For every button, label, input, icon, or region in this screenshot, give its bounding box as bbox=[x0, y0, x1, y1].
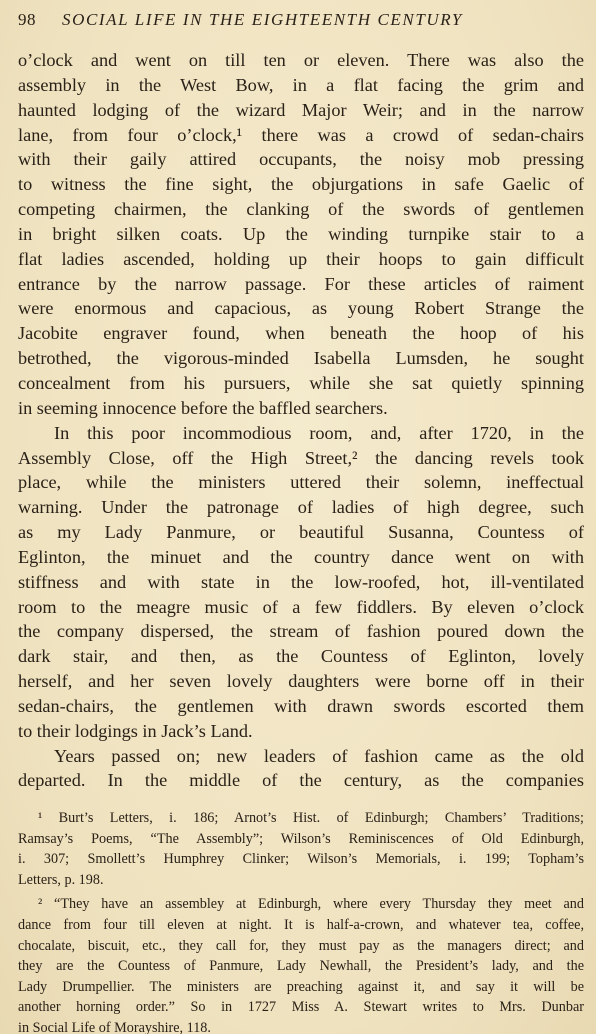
text-line: competing chairmen, the clanking of the swords of gentlemen bbox=[18, 199, 584, 220]
text-line: the company dispersed, the stream of fashion poured down the bbox=[18, 621, 584, 642]
footnote-2-line: chocalate, biscuit, etc., they call for, they must pay as the managers direct; and bbox=[18, 937, 584, 954]
paragraph-start-line: Years passed on; new leaders of fashion came as the old bbox=[54, 745, 584, 766]
body-text bbox=[18, 48, 584, 793]
text-line: concealment from his pursuers, while she sat quietly spinning bbox=[18, 372, 584, 393]
footnote-2-line: they are the Countess of Panmure, Lady Newhall, the President’s lady, and the bbox=[18, 958, 584, 975]
text-line: sedan-chairs, the gentlemen with drawn swords escorted them bbox=[18, 695, 584, 716]
footnote-1-line: Letters, p. 198. bbox=[18, 871, 104, 888]
text-line: place, while the ministers uttered their solemn, ineffectual bbox=[18, 472, 584, 493]
footnote-2-line: another horning order.” So in 1727 Miss A. Stewart writes to Mrs. Dunbar bbox=[18, 999, 584, 1016]
text-line: Eglinton, the minuet and the country dance went on with bbox=[18, 546, 584, 567]
text-line: as my Lady Panmure, or beautiful Susanna, Countess of bbox=[18, 522, 584, 543]
text-line: in bright silken coats. Up the winding turnpike stair to a bbox=[18, 223, 584, 244]
footnote-2-line: in Social Life of Morayshire, 118. bbox=[18, 1019, 211, 1034]
footnotes bbox=[18, 808, 584, 1034]
text-line: o’clock and went on till ten or eleven. There was also the bbox=[18, 50, 584, 70]
text-line: to witness the fine sight, the objurgations in safe Gaelic of bbox=[18, 174, 584, 195]
footnote-2-line: ² “They have an assembley at Edinburgh, where every Thursday they meet and bbox=[38, 896, 584, 913]
paragraph-start-line: In this poor incommodious room, and, after 1720, in the bbox=[54, 422, 584, 443]
text-line: haunted lodging of the wizard Major Weir; and in the narrow bbox=[18, 99, 584, 120]
footnote-2-line: dance from four till eleven at night. It is half-a-crown, and whatever tea, coffee, bbox=[18, 916, 584, 933]
footnote-2-line: Lady Drumpellier. The ministers are preaching against it, and say it will be bbox=[18, 978, 584, 995]
text-line: entrance by the narrow passage. For these articles of raiment bbox=[18, 273, 584, 294]
footnote-1-line: Ramsay’s Poems, “The Assembly”; Wilson’s Reminiscences of Old Edinburgh, bbox=[18, 830, 584, 847]
page-number: 98 bbox=[18, 10, 36, 29]
text-line: stiffness and with state in the low-roofed, hot, ill-ventilated bbox=[18, 571, 584, 592]
text-line: dark stair, and then, as the Countess of Eglinton, lovely bbox=[18, 646, 584, 667]
footnote-1-line: ¹ Burt’s Letters, i. 186; Arnot’s Hist. of Edinburgh; Chambers’ Traditions; bbox=[38, 810, 584, 826]
text-line: herself, and her seven lovely daughters were borne off in their bbox=[18, 671, 584, 692]
text-line: Assembly Close, off the High Street,² the dancing revels took bbox=[18, 447, 584, 468]
running-head bbox=[18, 10, 584, 34]
text-line: lane, from four o’clock,¹ there was a crowd of sedan-chairs bbox=[18, 124, 584, 145]
text-line: betrothed, the vigorous-minded Isabella Lumsden, he sought bbox=[18, 348, 584, 369]
text-line: warning. Under the patronage of ladies of high degree, such bbox=[18, 497, 584, 518]
text-line: room to the meagre music of a few fiddlers. By eleven o’clock bbox=[18, 596, 584, 617]
text-line: with their gaily attired occupants, the noisy mob pressing bbox=[18, 149, 584, 170]
text-line: Jacobite engraver found, when beneath the hoop of his bbox=[18, 323, 584, 344]
running-title: SOCIAL LIFE IN THE EIGHTEENTH CENTURY bbox=[62, 10, 463, 29]
text-line: were enormous and capacious, as young Robert Strange the bbox=[18, 298, 584, 319]
text-line: in seeming innocence before the baffled searchers. bbox=[18, 397, 388, 418]
text-line: to their lodgings in Jack’s Land. bbox=[18, 720, 253, 741]
text-line: assembly in the West Bow, in a flat facing the grim and bbox=[18, 74, 584, 95]
text-line: flat ladies ascended, holding up their hoops to gain difficult bbox=[18, 248, 584, 269]
text-line: departed. In the middle of the century, as the companies bbox=[18, 770, 584, 791]
footnote-1-line: i. 307; Smollett’s Humphrey Clinker; Wilson’s Memorials, i. 199; Topham’s bbox=[18, 851, 584, 868]
